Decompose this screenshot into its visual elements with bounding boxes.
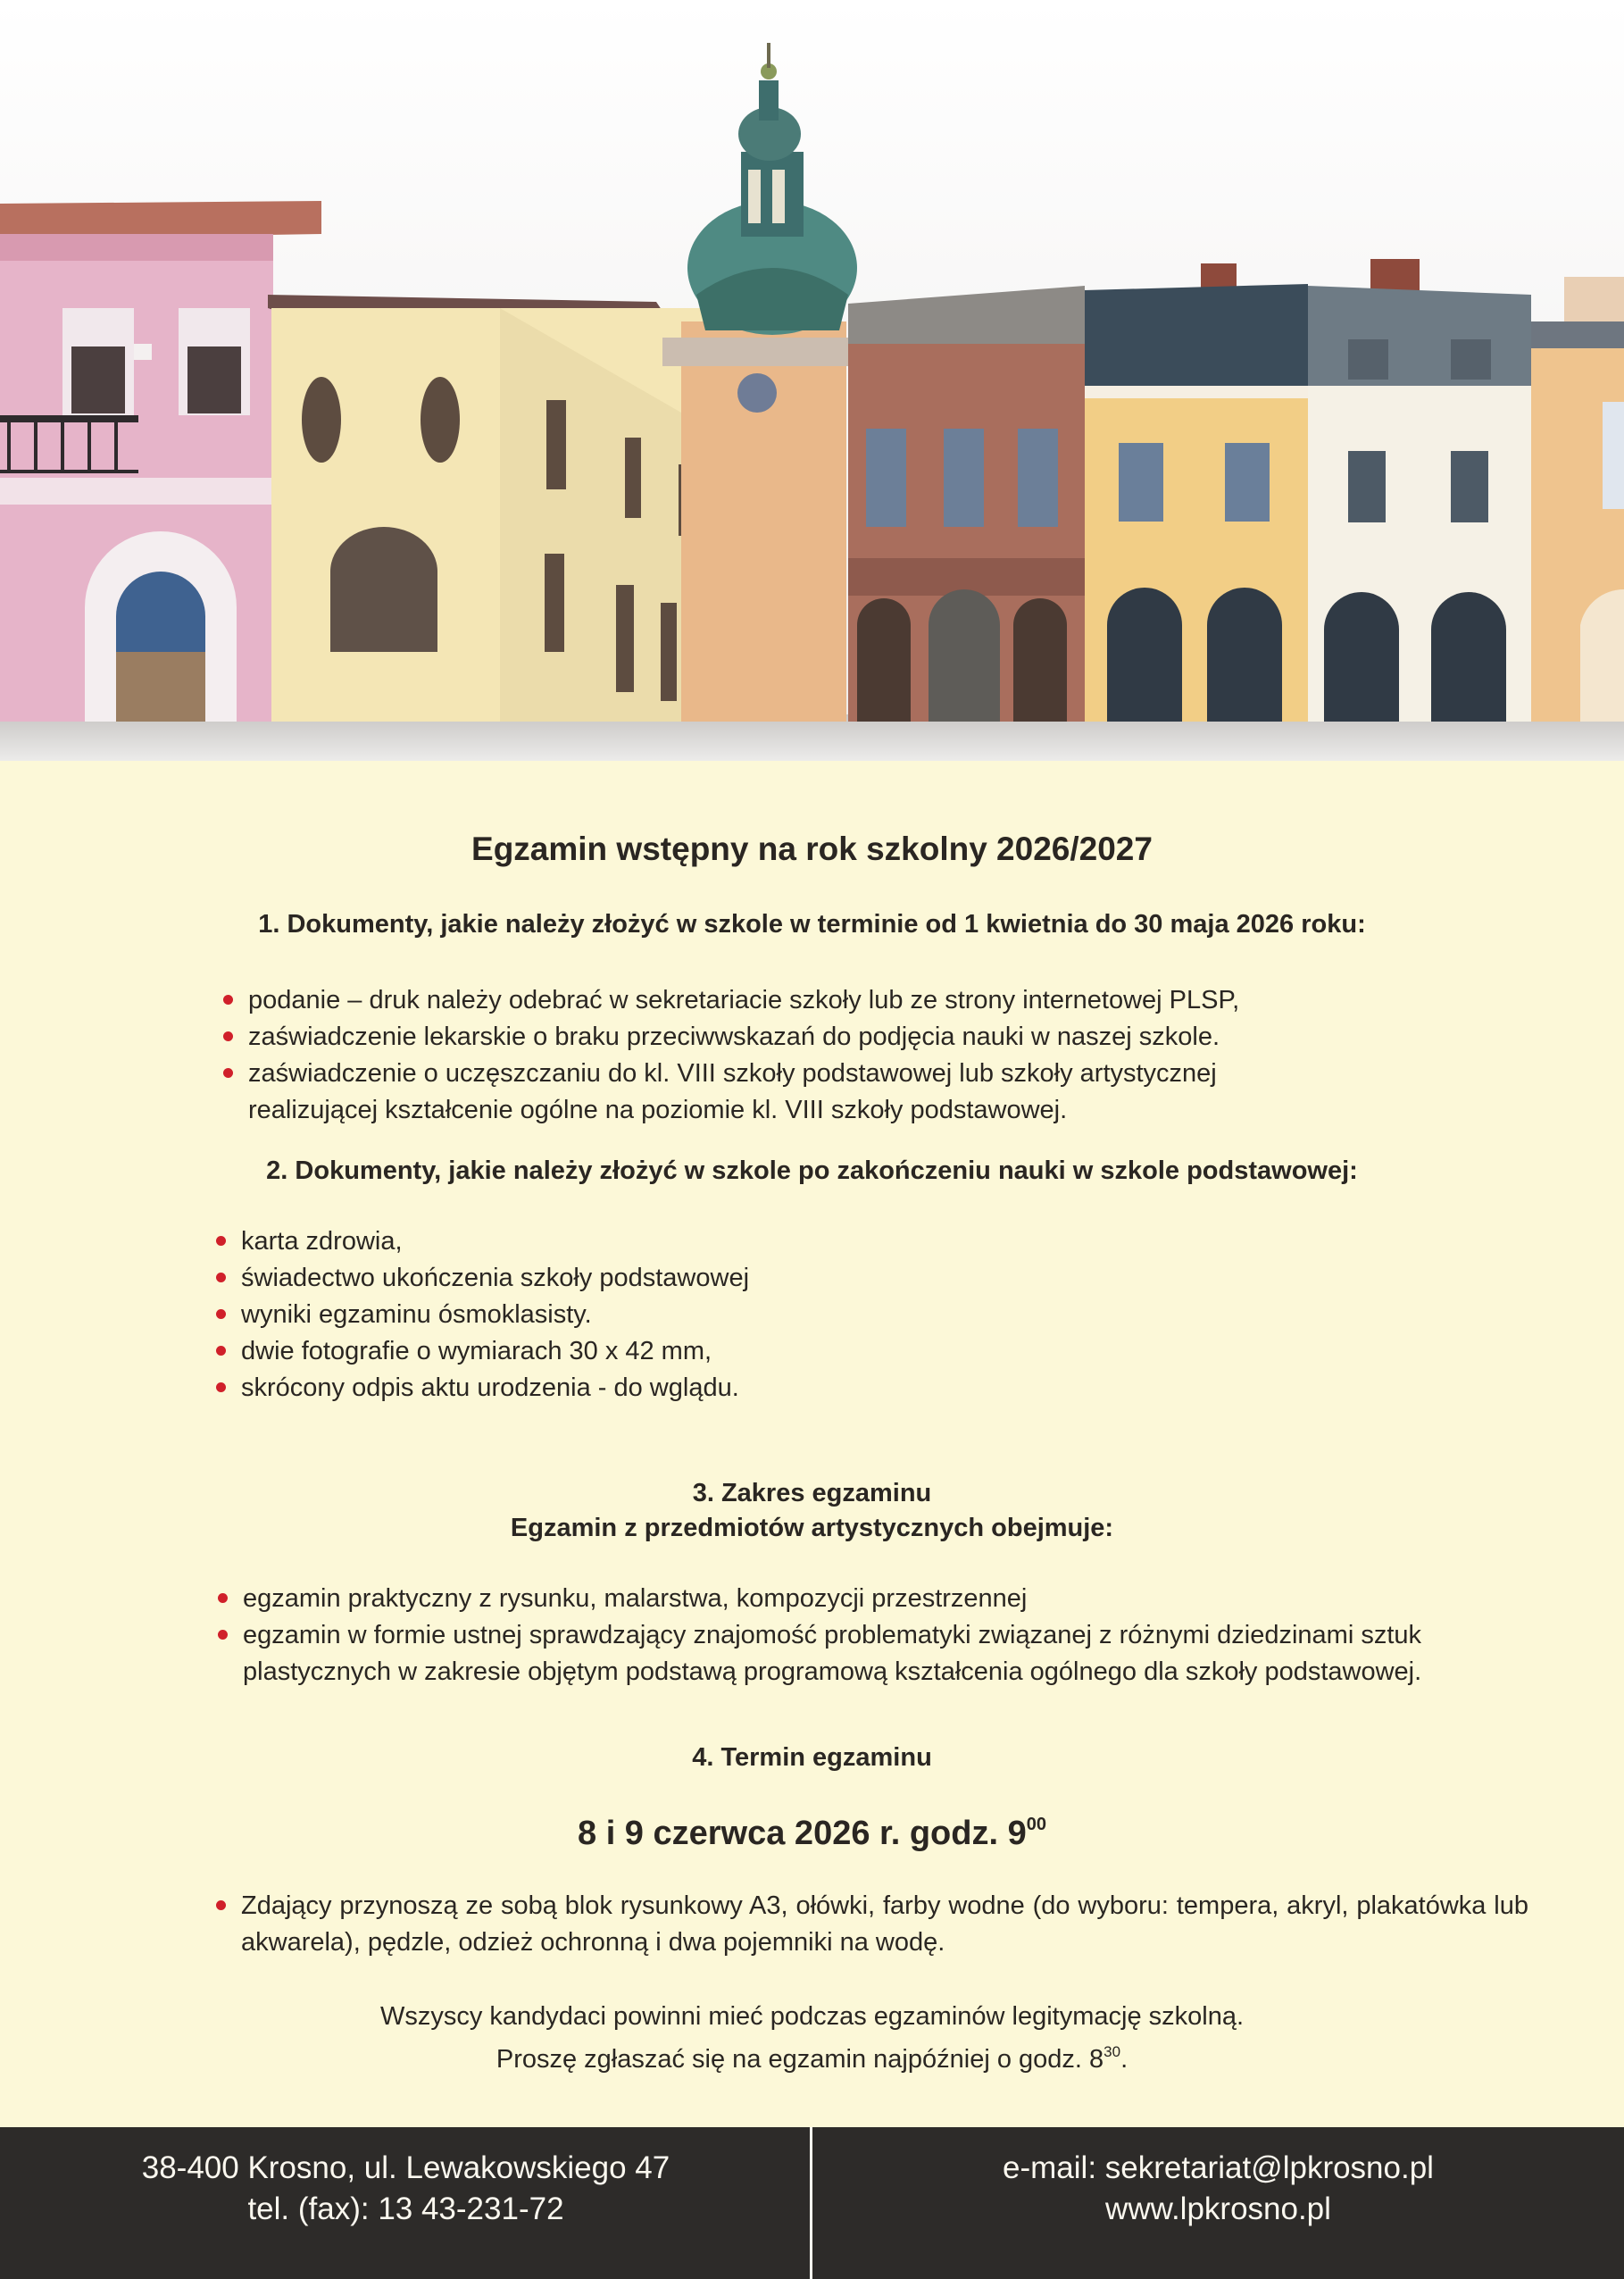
note-line-2-text: Proszę zgłaszać się na egzamin najpóźniej o godz. 8 [496, 2045, 1104, 2074]
list-item: wyniki egzaminu ósmoklasisty. [216, 1297, 1466, 1333]
section-1-list [223, 982, 1473, 1129]
section-4-list [216, 1888, 1528, 1961]
footer-contact-address [0, 2148, 812, 2230]
hero-town-illustration [0, 0, 1624, 761]
list-item: zaświadczenie lekarskie o braku przeciwwskazań do podjęcia nauki w naszej szkole. [223, 1019, 1473, 1056]
list-item: karta zdrowia, [216, 1223, 1466, 1260]
footer-phone: tel. (fax): 13 43-231-72 [247, 2191, 564, 2226]
footer-address: 38-400 Krosno, ul. Lewakowskiego 47 [141, 2150, 670, 2185]
note-line-1: Wszyscy kandydaci powinni mieć podczas egzaminów legitymację szkolną. [379, 2002, 1245, 2031]
exam-date-hour-sup: 00 [1026, 1815, 1046, 1834]
list-item: zaświadczenie o uczęszczaniu do kl. VIII szkoły podstawowej lub szkoły artystycznej realizującej kształcenie ogólne na poziomie kl. VIII szkoły podstawowej. [223, 1056, 1346, 1129]
list-item: świadectwo ukończenia szkoły podstawowej [216, 1260, 1466, 1297]
section-3-heading: 3. Zakres egzaminu [692, 1479, 932, 1507]
list-item: egzamin w formie ustnej sprawdzający znajomość problematyki związanej z różnymi dziedzinami sztuk plastycznych w zakresie objętym podstawą programową kształcenia ogólnego dla szkoły podstawowej. [218, 1617, 1477, 1690]
section-4-heading: 4. Termin egzaminu [692, 1743, 932, 1772]
list-item: podanie – druk należy odebrać w sekretariacie szkoły lub ze strony internetowej PLSP, [223, 982, 1473, 1019]
exam-date [0, 1815, 1624, 1853]
list-item: egzamin praktyczny z rysunku, malarstwa, kompozycji przestrzennej [218, 1581, 1477, 1617]
note-line-2 [0, 2034, 1624, 2077]
section-1-heading: 1. Dokumenty, jakie należy złożyć w szkole w terminie od 1 kwietnia do 30 maja 2026 roku: [258, 910, 1366, 939]
footer-website[interactable]: www.lpkrosno.pl [1105, 2191, 1331, 2226]
closing-note [0, 1999, 1624, 2077]
list-item: Zdający przynoszą ze sobą blok rysunkowy A3, ołówki, farby wodne (do wyboru: tempera, akryl, plakatówka lub akwarela), pędzle, odzież ochronną i dwa pojemniki na wodę. [216, 1888, 1528, 1961]
section-3-subheading: Egzamin z przedmiotów artystycznych obejmuje: [510, 1514, 1114, 1542]
exam-date-text: 8 i 9 czerwca 2026 r. godz. 9 [578, 1815, 1027, 1852]
section-2-list [216, 1223, 1466, 1407]
list-item: dwie fotografie o wymiarach 30 x 42 mm, [216, 1333, 1466, 1370]
admission-content [0, 761, 1624, 2127]
footer-contact-online [812, 2148, 1624, 2230]
footer-email[interactable]: e-mail: sekretariat@lpkrosno.pl [1003, 2150, 1434, 2185]
section-3-list [218, 1581, 1477, 1690]
page-title: Egzamin wstępny na rok szkolny 2026/2027 [471, 831, 1153, 867]
list-item: skrócony odpis aktu urodzenia - do wglądu. [216, 1370, 1466, 1407]
footer [0, 2127, 1624, 2279]
note-line-2-end: . [1120, 2045, 1128, 2074]
section-2-heading: 2. Dokumenty, jakie należy złożyć w szkole po zakończeniu nauki w szkole podstawowej: [266, 1156, 1358, 1185]
note-time-sup: 30 [1103, 2043, 1121, 2060]
